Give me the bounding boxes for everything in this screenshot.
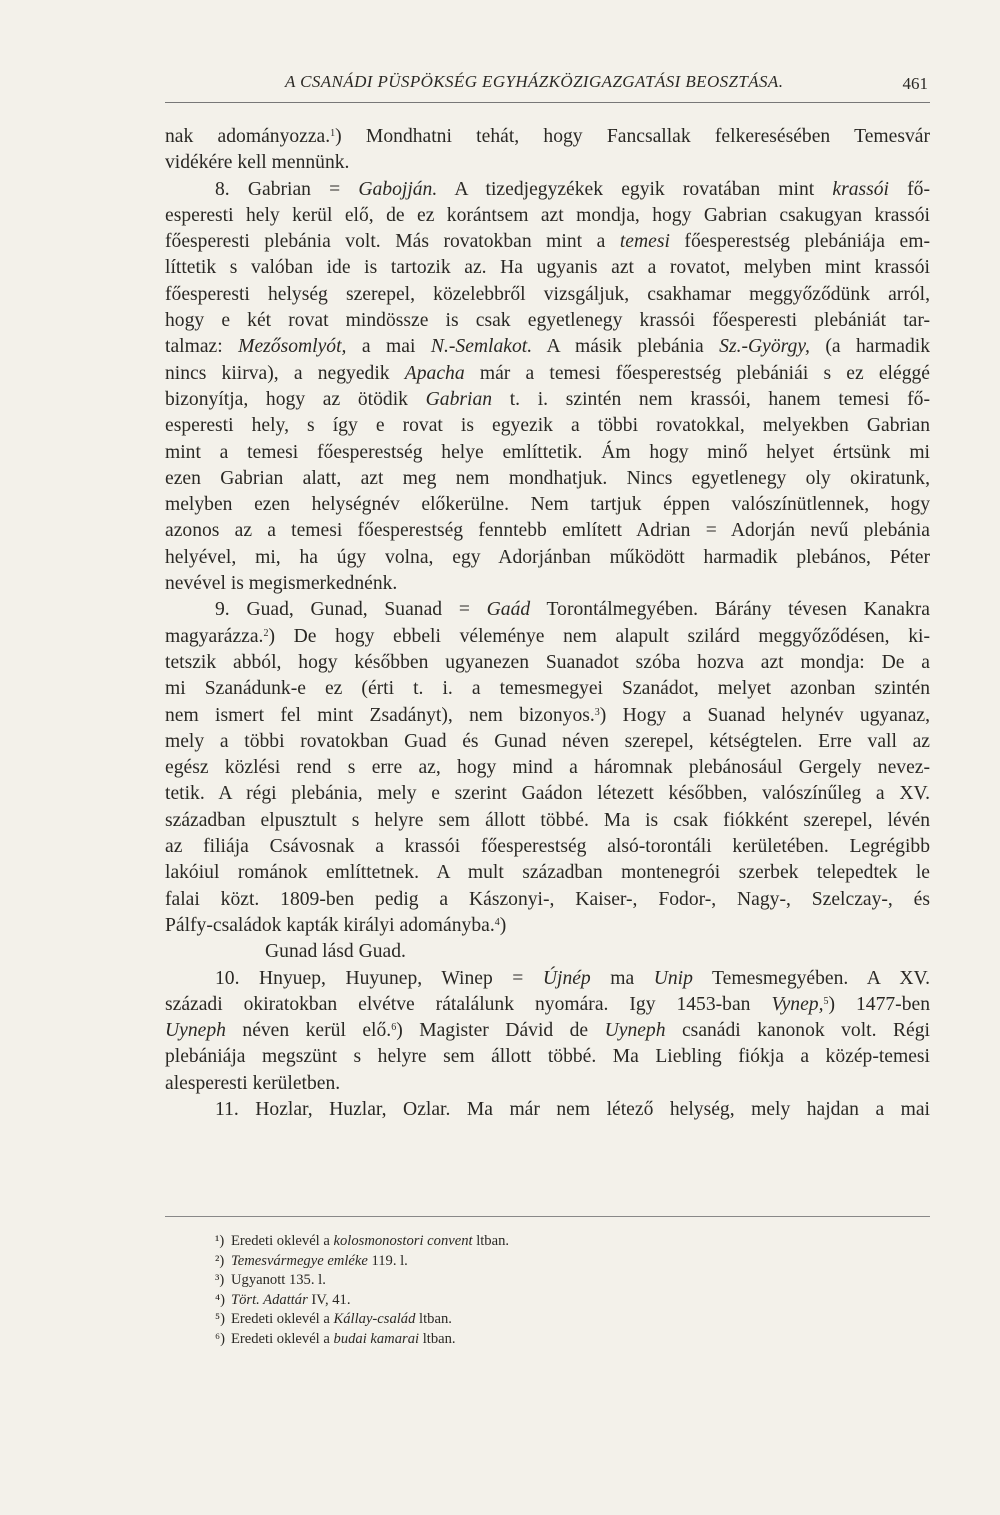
text-run: mely a többi rovatokban Guad és Gunad néven szerepel, kétségtelen. Erre vall az xyxy=(165,730,930,752)
text-run: 10. Hnyuep, Huyunep, Winep = xyxy=(215,967,543,989)
text-run: alesperesti kerületben. xyxy=(165,1072,341,1094)
text-run: IV, 41. xyxy=(307,1291,351,1308)
body-text xyxy=(165,124,930,1123)
text-run: főesperesti helység szerepel, közelebbről vizsgáljuk, csakhamar meggyőződünk arról, xyxy=(165,283,930,305)
text-line xyxy=(165,860,930,886)
text-line xyxy=(165,1097,930,1123)
text-run: a mai xyxy=(346,336,431,358)
text-line xyxy=(165,939,930,965)
text-line xyxy=(165,282,930,308)
footnote-reference: 4 xyxy=(494,916,500,928)
text-line xyxy=(165,440,930,466)
text-line xyxy=(165,1018,930,1044)
text-line xyxy=(165,518,930,544)
text-run: nem ismert fel mint Zsadányt), nem bizonyos. xyxy=(165,704,595,726)
text-run: falai közt. 1809-ben pedig a Kászonyi-, Kaiser-, Fodor-, Nagy-, Szelczay-, és xyxy=(165,888,930,910)
text-line xyxy=(165,781,930,807)
text-line xyxy=(165,966,930,992)
italic-text: N.-Semlakot. xyxy=(430,336,533,358)
text-run: ) 1477-ben xyxy=(828,993,930,1015)
italic-text: Mezősomlyót, xyxy=(238,336,347,358)
text-line xyxy=(165,255,930,281)
text-run: ) De hogy ebbeli véleménye nem alapult szilárd meggyőződésen, ki- xyxy=(268,625,930,647)
text-line xyxy=(165,1044,930,1070)
italic-text: Gabojján. xyxy=(358,178,438,200)
text-line xyxy=(165,755,930,781)
text-run: plebániája megszünt s helyre sem állott többé. Ma Liebling fiókja a közép-temesi xyxy=(165,1046,930,1068)
text-run: azonos az a temesi főesperestség fenntebb említett Adrian = Adorján nevű plebánia xyxy=(165,520,930,542)
footnote-mark: ⁵) xyxy=(215,1311,225,1327)
text-run: A másik plebánia xyxy=(532,336,720,358)
footnote-divider xyxy=(165,1216,930,1217)
text-run: Eredeti oklevél a xyxy=(231,1233,334,1249)
text-line xyxy=(165,545,930,571)
page-header xyxy=(165,68,930,103)
italic-text: temesi xyxy=(619,231,670,253)
text-line xyxy=(165,808,930,834)
text-run: líttetik s valóban ide is tartozik az. Ha ugyanis azt a rovatot, melyben mint krassói xyxy=(165,257,930,279)
footnote-mark: ¹) xyxy=(215,1233,225,1249)
italic-text: Sz.-György, xyxy=(719,336,810,358)
italic-text: krassói xyxy=(832,178,889,200)
text-run: csanádi kanonok volt. Régi xyxy=(665,1020,930,1042)
text-run: századi okiratokban elvétve rátalálunk nyomára. Igy 1453-ban xyxy=(165,993,772,1015)
text-run: (a harmadik xyxy=(809,336,930,358)
text-run: néven kerül elő. xyxy=(225,1020,392,1042)
text-run: már a temesi főesperestség plebániái s ez eléggé xyxy=(464,362,930,384)
text-line xyxy=(165,650,930,676)
footnote xyxy=(215,1232,815,1252)
text-run: fő- xyxy=(889,178,930,200)
text-run: helyével, mi, ha úgy volna, egy Adorjánban működött harmadik plebános, Péter xyxy=(165,546,930,568)
italic-text: Újnép xyxy=(542,967,591,989)
text-line xyxy=(165,334,930,360)
text-run: Torontálmegyében. Bárány tévesen Kanakra xyxy=(530,599,930,621)
text-run: tetszik abból, hogy későbben ugyanezen Suanadot szóba hozva azt mondja: De a xyxy=(165,651,930,673)
text-line xyxy=(165,729,930,755)
text-line xyxy=(165,676,930,702)
text-run: bizonyítja, hogy az ötödik xyxy=(165,388,426,410)
text-run: században elpusztult s helyre sem állott többé. Ma is csak fiókként szerepel, lévén xyxy=(165,809,930,831)
text-run: esperesti hely kerül elő, de ez korántsem azt mondja, hogy Gabrian csakugyan krassói xyxy=(165,204,930,226)
text-run: Temesmegyében. A XV. xyxy=(692,967,930,989)
text-line xyxy=(165,177,930,203)
text-run: mint a temesi főesperestség helye említtetik. Ám hogy minő helyet értsünk mi xyxy=(165,441,930,463)
text-line xyxy=(165,387,930,413)
text-line xyxy=(165,203,930,229)
text-run: hogy e két rovat mindössze is csak egyetlenegy krassói főesperesti plebániát tar- xyxy=(165,310,930,332)
text-line xyxy=(165,308,930,334)
text-line xyxy=(165,229,930,255)
text-run: ) Magister Dávid de xyxy=(396,1020,605,1042)
text-line xyxy=(165,887,930,913)
italic-text: Kállay-család xyxy=(333,1311,416,1327)
text-run: magyarázza. xyxy=(165,625,264,647)
text-run: Gunad lásd Guad. xyxy=(265,941,406,963)
footnote xyxy=(215,1330,815,1350)
text-run: ) Hogy a Suanad helynév ugyanaz, xyxy=(599,704,930,726)
text-run: t. i. szintén nem krassói, hanem temesi fő- xyxy=(492,388,930,410)
text-run: ma xyxy=(590,967,654,989)
text-run: ltban. xyxy=(419,1330,456,1347)
text-run: egész közlési rend s erre az, hogy mind a háromnak plebánosául Gergely nevez- xyxy=(165,757,930,779)
footnote xyxy=(215,1291,815,1311)
text-run: 8. Gabrian = xyxy=(215,178,359,200)
text-line xyxy=(165,571,930,597)
text-run: ltban. xyxy=(415,1311,452,1327)
text-run: ) xyxy=(499,914,507,936)
footnote-reference: 1 xyxy=(330,128,336,139)
text-run: 119. l. xyxy=(367,1252,408,1269)
text-run: A tizedjegyzékek egyik rovatában mint xyxy=(437,178,833,200)
text-line xyxy=(165,124,930,150)
italic-text: Apacha xyxy=(404,362,465,384)
text-line xyxy=(165,597,930,623)
text-run: főesperesti plebánia volt. Más rovatokban mint a xyxy=(165,231,620,253)
text-run: az filiája Csávosnak a krassói főesperestség alsó-torontáli kerületében. Legrégibb xyxy=(165,836,930,858)
italic-text: Uyneph xyxy=(604,1020,666,1042)
text-run: 11. Hozlar, Huzlar, Ozlar. Ma már nem létező helység, mely hajdan a mai xyxy=(215,1098,930,1120)
footnote-mark: ³) xyxy=(215,1272,225,1288)
text-line xyxy=(165,913,930,939)
italic-text: kolosmonostori convent xyxy=(333,1233,473,1249)
text-run: ) Mondhatni tehát, hogy Fancsallak felkeresésében Temesvár xyxy=(335,126,930,147)
footnote-reference: 2 xyxy=(263,627,269,639)
text-run: Eredeti oklevél a xyxy=(231,1330,334,1347)
text-run: tetik. A régi plebánia, mely e szerint Gaádon létezett későbben, valószínűleg a XV. xyxy=(165,783,930,805)
footnote-mark: ⁴) xyxy=(215,1291,225,1308)
text-line xyxy=(165,150,930,176)
text-run: Pálfy-családok kapták királyi adományba. xyxy=(165,914,495,936)
text-run: talmaz: xyxy=(165,336,239,358)
text-run: ezen Gabrian alatt, azt meg nem mondhatjuk. Nincs egyetlenegy oly okiratunk, xyxy=(165,467,930,489)
text-line xyxy=(165,624,930,650)
italic-text: Vynep, xyxy=(771,993,824,1015)
italic-text: Tört. Adattár xyxy=(231,1291,308,1308)
footnote xyxy=(215,1252,815,1272)
footnote-mark: ⁶) xyxy=(215,1330,225,1347)
text-run: esperesti hely, s így e rovat is egyezik a többi rovatokkal, melyekben Gabrian xyxy=(165,415,930,437)
italic-text: Gabrian xyxy=(425,388,493,410)
italic-text: Unip xyxy=(653,967,693,989)
text-line xyxy=(165,466,930,492)
text-line xyxy=(165,1071,930,1097)
page-number: 461 xyxy=(902,74,928,93)
text-run: nincs kiirva), a negyedik xyxy=(165,362,405,384)
text-line xyxy=(165,492,930,518)
text-run: 9. Guad, Gunad, Suanad = xyxy=(215,599,487,621)
footnote-mark: ²) xyxy=(215,1252,225,1269)
text-run: Ugyanott 135. l. xyxy=(231,1272,326,1288)
text-line xyxy=(165,361,930,387)
italic-text: Gaád xyxy=(486,599,531,621)
footnote xyxy=(215,1271,815,1291)
text-run: lakóiul románok említtetnek. A mult században montenegrói szerbek telepedtek le xyxy=(165,862,930,884)
text-run: nak adományozza. xyxy=(165,126,331,147)
text-run: mi Szanádunk-e ez (érti t. i. a temesmegyei Szanádot, melyet azonban szintén xyxy=(165,678,930,700)
text-run: főesperestség plebániája em- xyxy=(669,231,930,253)
text-run: ltban. xyxy=(472,1233,510,1249)
running-title: A CSANÁDI PÜSPÖKSÉG EGYHÁZKÖZIGAZGATÁSI BEOSZTÁSA. xyxy=(285,72,784,91)
footnote-reference: 5 xyxy=(823,995,829,1007)
text-line xyxy=(165,413,930,439)
italic-text: budai kamarai xyxy=(333,1330,420,1347)
footnote-reference: 6 xyxy=(391,1022,397,1034)
footnotes xyxy=(215,1232,815,1349)
text-line xyxy=(165,703,930,729)
text-run: Eredeti oklevél a xyxy=(231,1311,334,1327)
text-run: melyben ezen helységnév előkerülne. Nem tartjuk éppen valószínütlennek, hogy xyxy=(165,494,930,516)
text-line xyxy=(165,834,930,860)
italic-text: Temesvármegye emléke xyxy=(231,1252,368,1269)
footnote-reference: 3 xyxy=(594,706,600,718)
text-run: vidékére kell mennünk. xyxy=(165,152,350,174)
italic-text: Uyneph xyxy=(165,1020,226,1042)
text-run: nevével is megismerkednénk. xyxy=(165,573,398,595)
footnote xyxy=(215,1310,815,1330)
text-line xyxy=(165,992,930,1018)
